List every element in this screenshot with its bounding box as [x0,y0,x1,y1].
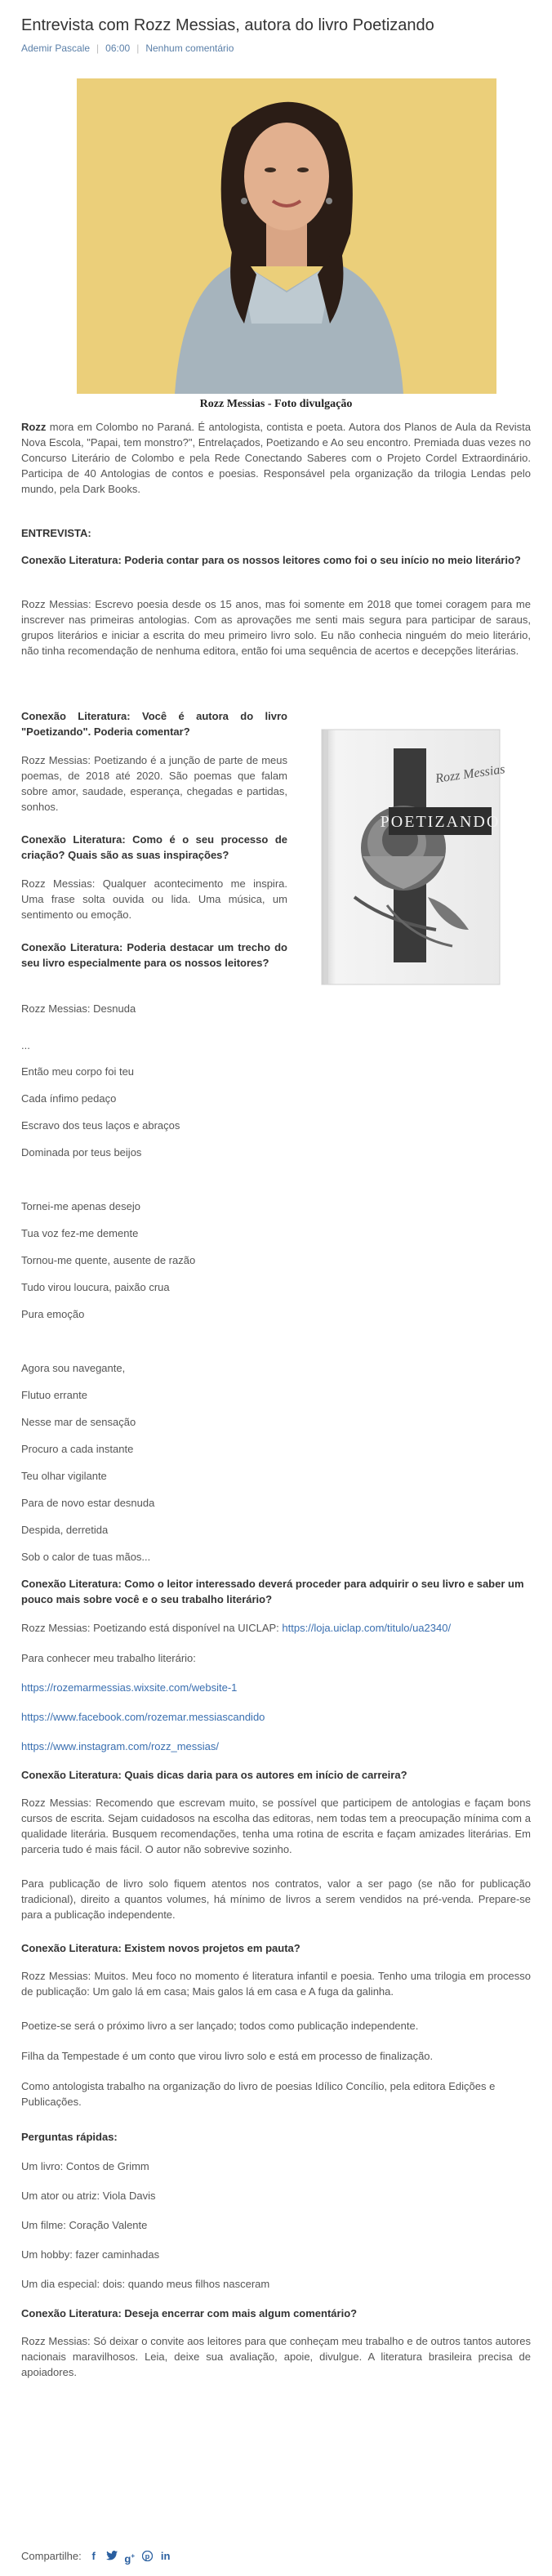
poem-line: Nesse mar de sensação [21,1416,136,1428]
poem-line: Teu olhar vigilante [21,1470,107,1482]
answer-8: Rozz Messias: Só deixar o convite aos leitores para que conheçam meu trabalho e de outros tantos autores nacionais maravilhosos. Leia, deixe sua avaliação, apoie, divulgue. A literatura brasileira precisa de apoiadores. [21,2335,531,2378]
quick-item: Um dia especial: dois: quando meus filhos nasceram [21,2278,270,2290]
meta-separator: | [96,42,100,54]
answer-3: Rozz Messias: Qualquer acontecimento me inspira. Uma frase solta ouvida ou lida. Uma música, um sentimento ou emoção. [21,877,287,921]
answer-5-text: Rozz Messias: Poetizando está disponível na UICLAP: [21,1622,283,1634]
answer-7d: Como antologista trabalho na organização do livro de poesias Idílico Concílio, pela editora Edições e Publicações. [21,2080,496,2108]
intro-paragraph [21,419,531,497]
answer-4-intro: Rozz Messias: Desnuda [21,1002,136,1015]
website-link-line [21,1680,531,1695]
poem-line: Tornei-me apenas desejo [21,1200,140,1212]
answer-7: Rozz Messias: Muitos. Meu foco no momento é literatura infantil e poesia. Tenho uma trilogia em processo de publicação: Um galo lá em casa; Mais galos lá em casa e A fuga da galinha. [21,1970,531,1998]
instagram-link[interactable]: https://www.instagram.com/rozz_messias/ [21,1740,220,1752]
intro-name: Rozz [21,421,47,433]
poem-line: Sob o calor de tuas mãos... [21,1551,151,1563]
poem-line: Dominada por teus beijos [21,1146,142,1159]
post-meta [21,42,234,54]
author-portrait-image [77,78,496,394]
comments-link[interactable]: Nenhum comentário [145,42,234,54]
instagram-link-line [21,1739,531,1754]
author-photo [77,78,496,394]
answer-6b: Para publicação de livro solo fiquem atentos nos contratos, valor a ser pago (se não for publicação tradicional), direito a quantos volumes, há mínimo de livros a serem vendidos na pré-venda. Prepare-se para a publicação independente. [21,1877,531,1921]
answer-2: Rozz Messias: Poetizando é a junção de parte de meus poemas, de 2018 até 2020. São poemas que falam sobre amor, saudade, esperança, chegadas e partidas, sonhos. [21,754,287,813]
poem-line: Agora sou navegante, [21,1362,126,1374]
question-3: Conexão Literatura: Como é o seu processo de criação? Quais são as suas inspirações? [21,833,287,861]
author-link[interactable]: Ademir Pascale [21,42,91,54]
answer-1: Rozz Messias: Escrevo poesia desde os 15 anos, mas foi somente em 2018 que tomei coragem para me inscrever nas primeiras antologias. Com as aprovações me senti mais segura para participar de saraus, grupos literários e iniciar a escrita do meu primeiro livro solo. Eu não conhecia ninguém do meio literário, não tinha recomendação de nenhuma editora, então foi uma sequência de acertos e decepções literárias. [21,598,531,657]
google-plus-icon[interactable]: g+ [124,2551,136,2565]
question-4: Conexão Literatura: Poderia destacar um trecho do seu livro especialmente para os nossos leitores? [21,941,287,969]
quick-item: Um livro: Contos de Grimm [21,2160,149,2172]
poem-line: Tudo virou loucura, paixão crua [21,1281,170,1293]
quick-heading: Perguntas rápidas: [21,2131,118,2143]
twitter-icon[interactable] [106,2551,118,2562]
facebook-icon[interactable]: f [91,2549,96,2562]
book-cover [314,725,518,991]
svg-text:p: p [145,2551,150,2560]
poem-line: Tua voz fez-me demente [21,1227,139,1239]
facebook-link[interactable]: https://www.facebook.com/rozemar.messiascandido [21,1711,265,1723]
quick-item: Um hobby: fazer caminhadas [21,2248,160,2261]
answer-5-more: Para conhecer meu trabalho literário: [21,1652,196,1664]
question-1: Conexão Literatura: Poderia contar para os nossos leitores como foi o seu início no meio literário? [21,554,521,566]
question-5: Conexão Literatura: Como o leitor interessado deverá proceder para adquirir o seu livro e saber um pouco mais sobre você e o seu trabalho literário? [21,1578,524,1605]
answer-6: Rozz Messias: Recomendo que escrevam muito, se possível que participem de antologias e façam bons cursos de escrita. Sejam cuidadosos na escolha das editoras, nem todas tem a preocupação mínima com a qualidade literária. Busquem recomendações, tenha uma rotina de escrita e façam amizades literárias. Em parceria tudo é mais fácil. O autor não sobrevive sozinho. [21,1797,531,1855]
article-title: Entrevista com Rozz Messias, autora do livro Poetizando [21,16,434,34]
share-label: Compartilhe: [21,2550,82,2562]
pinterest-icon[interactable] [142,2551,154,2562]
question-7: Conexão Literatura: Existem novos projetos em pauta? [21,1942,300,1954]
uiclap-link[interactable]: https://loja.uiclap.com/titulo/ua2340/ [282,1622,452,1634]
question-6: Conexão Literatura: Quais dicas daria para os autores em início de carreira? [21,1769,407,1781]
answer-7c: Filha da Tempestade é um conto que virou livro solo e está em processo de finalização. [21,2050,434,2062]
answer-5 [21,1620,531,1636]
book-cover-author: Rozz Messias [434,762,506,786]
poem-line: Tornou-me quente, ausente de razão [21,1254,196,1266]
poem-line: Flutuo errante [21,1389,87,1401]
facebook-link-line [21,1709,531,1725]
poem-ellipsis: ... [21,1039,30,1051]
poem-line: Então meu corpo foi teu [21,1065,135,1078]
quick-item: Um ator ou atriz: Viola Davis [21,2190,156,2202]
photo-caption: Rozz Messias - Foto divulgação [199,398,353,410]
website-link[interactable]: https://rozemarmessias.wixsite.com/website-1 [21,1681,238,1694]
intro-text: mora em Colombo no Paraná. É antologista, contista e poeta. Autora dos Planos de Aula da Revista Nova Escola, "Papai, tem monstro?", Entrelaçados, Poetizando e Ao seu encontro. Premiada duas vezes no Concurso Literário de Colombo e pela Rede Conectando Saberes com o Projeto Cordel Extraordinário. Participa de 40 Antologias de contos e poesias. Responsável pela organização da trilogia Lendas pelo mundo, pela Dark Books. [21,421,531,495]
meta-separator: | [136,42,140,54]
poem-line: Despida, derretida [21,1524,109,1536]
post-time-link[interactable]: 06:00 [105,42,131,54]
poem-line: Cada ínfimo pedaço [21,1092,117,1105]
question-2: Conexão Literatura: Você é autora do livro "Poetizando". Poderia comentar? [21,710,287,738]
share-bar [21,2549,171,2565]
poem-line: Para de novo estar desnuda [21,1497,155,1509]
poem-line: Escravo dos teus laços e abraços [21,1119,180,1132]
linkedin-icon[interactable]: in [160,2549,171,2562]
interview-heading: ENTREVISTA: [21,527,91,539]
book-cover-title: POETIZANDO [380,813,501,831]
poem-line: Procuro a cada instante [21,1443,134,1455]
answer-7b: Poetize-se será o próximo livro a ser lançado; todos como publicação independente. [21,2020,419,2032]
quick-item: Um filme: Coração Valente [21,2219,148,2231]
question-8: Conexão Literatura: Deseja encerrar com mais algum comentário? [21,2307,358,2319]
book-cover-image [314,725,518,991]
poem-line: Pura emoção [21,1308,85,1320]
